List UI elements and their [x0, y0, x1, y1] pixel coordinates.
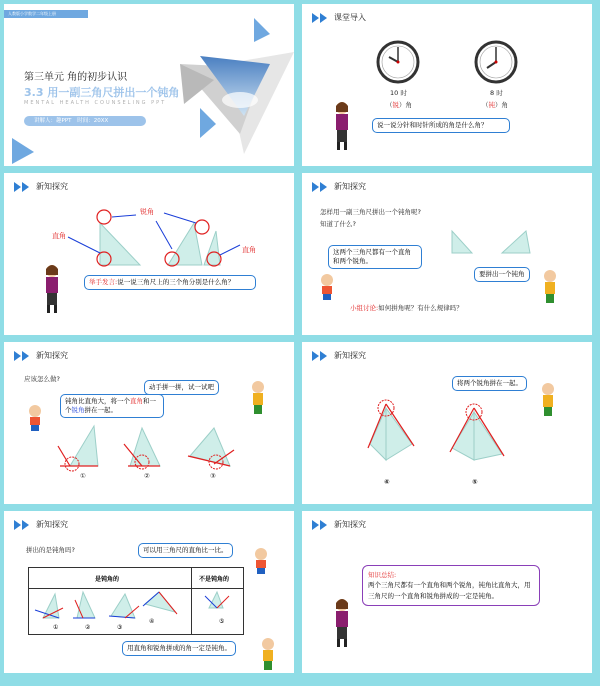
slide-title: 新知探究	[334, 182, 366, 191]
teacher-icon	[332, 597, 352, 649]
arrows-icon	[14, 520, 30, 530]
summary-text: 两个三角尺都有一个直角和两个锐角，钝角比直角大，用三角尺的一个直角和锐角拼成的一定是钝角。	[368, 581, 531, 600]
slide-title: 课堂导入	[334, 13, 366, 22]
hint-c: 和一个	[65, 397, 156, 414]
table-header-no: 不是钝角的	[199, 576, 230, 583]
slide-intro[interactable]	[302, 4, 592, 166]
question-2: 知道了什么?	[320, 220, 356, 228]
discuss-text: 如何拼角呢？有什么规律吗？	[378, 304, 463, 312]
slide-explore-4[interactable]	[302, 342, 592, 504]
slide-header	[14, 519, 68, 530]
cover-graphic	[4, 4, 294, 166]
clock1-time: 10 时	[390, 89, 407, 97]
bubble-compare: 可以用三角尺的直角比一比。	[138, 543, 233, 558]
arrows-icon	[312, 520, 328, 530]
slide-header	[312, 181, 366, 192]
top-tag-text: 人教版小学数学二年级上册	[8, 11, 56, 16]
time-value: 20XX	[93, 118, 109, 124]
clock-8-icon	[474, 40, 518, 84]
slide-explore-5[interactable]	[4, 511, 294, 673]
clock2-answer-row	[482, 100, 508, 109]
summary-title: 知识总结:	[368, 571, 397, 579]
paren-close: ）角	[399, 101, 412, 109]
lesson-title: 3.3 用一副三角尺拼出一个钝角	[24, 86, 180, 99]
clock2-time: 8 时	[490, 89, 503, 97]
arrows-icon	[14, 182, 30, 192]
boy-icon	[26, 404, 44, 432]
prompt-text: 说一说三角尺上的三个角分别是什么角？	[117, 278, 235, 286]
slide-title: 新知探究	[334, 351, 366, 360]
num-2: ②	[85, 624, 91, 631]
arrows-icon	[312, 351, 328, 361]
num-4: ④	[149, 618, 155, 625]
slide-header	[312, 12, 366, 23]
table-header-yes: 是钝角的	[95, 576, 120, 583]
slide-explore-2[interactable]	[302, 173, 592, 335]
subtitle: MENTAL HEALTH COUNSELING PPT	[24, 100, 167, 106]
compare-table	[28, 567, 244, 635]
paren-close: ）角	[495, 101, 508, 109]
slide-cover[interactable]	[4, 4, 294, 166]
triangle-rulers-icon	[450, 229, 540, 255]
unit-title: 第三单元 角的初步认识	[24, 72, 128, 83]
boy-icon	[318, 273, 336, 301]
prompt-bubble: 说一说分针和时针所成的角是什么角？	[372, 118, 510, 133]
label-acute: 锐角	[140, 208, 154, 216]
clock1-answer-row	[386, 100, 412, 109]
girl-icon	[258, 637, 278, 671]
girl-icon	[540, 269, 560, 305]
num-5: ⑤	[219, 618, 225, 625]
boy-icon	[252, 547, 270, 575]
bubble-conclusion: 用直角和锐角拼成的角一定是钝角。	[122, 641, 236, 656]
bubble-goal: 要拼出一个钝角	[474, 267, 530, 282]
combined-angles-diagram	[54, 420, 254, 472]
num-4: ④	[384, 478, 390, 486]
prompt-bubble	[84, 275, 256, 290]
num-5: ⑤	[472, 478, 478, 486]
clock1-answer: 锐	[392, 101, 399, 109]
num-2: ②	[144, 472, 150, 480]
discuss-row	[350, 303, 463, 312]
table-angles-diagram	[29, 588, 243, 622]
slide-explore-1[interactable]	[4, 173, 294, 335]
two-acute-diagram	[364, 398, 514, 478]
discuss-red: 小组讨论:	[350, 304, 379, 312]
bubble-try: 动手拼一拼，试一试吧	[144, 380, 219, 395]
question: 拼出的是钝角吗?	[26, 546, 75, 554]
teacher-icon	[42, 263, 62, 315]
arrows-icon	[312, 182, 328, 192]
teacher-name: 趣PPT	[56, 118, 72, 124]
label-right-right: 直角	[242, 246, 256, 254]
slide-title: 新知探究	[36, 351, 68, 360]
girl-icon	[248, 380, 268, 416]
num-1: ①	[80, 472, 86, 480]
num-1: ①	[53, 624, 59, 631]
paren-open: （	[482, 101, 489, 109]
teacher-label: 讲解人：	[34, 118, 57, 124]
hint-a: 钝角比直角大，将一个	[65, 397, 130, 405]
slide-explore-3[interactable]	[4, 342, 294, 504]
slide-header	[14, 181, 68, 192]
paren-open: （	[386, 101, 393, 109]
question-1: 怎样用一副三角尺拼出一个钝角呢?	[320, 208, 421, 216]
slide-summary[interactable]	[302, 511, 592, 673]
hint-right: 直角	[130, 397, 143, 405]
bubble-rulers: 这两个三角尺都有一个直角和两个锐角。	[328, 245, 422, 269]
hint-e: 拼在一起。	[84, 405, 117, 414]
triangle-rulers-diagram	[44, 201, 264, 271]
clock-10-icon	[376, 40, 420, 84]
summary-box	[362, 565, 540, 606]
time-label: 时间：	[77, 118, 94, 124]
arrows-icon	[312, 13, 328, 23]
clock2-answer: 钝	[488, 101, 495, 109]
slide-title: 新知探究	[36, 520, 68, 529]
slide-header	[14, 350, 68, 361]
slide-header	[312, 519, 366, 530]
slide-title: 新知探究	[334, 520, 366, 529]
arrows-icon	[14, 351, 30, 361]
prompt-red: 举手发言:	[89, 278, 118, 286]
bubble-hint	[60, 394, 164, 418]
slide-title: 新知探究	[36, 182, 68, 191]
girl-icon	[538, 382, 558, 418]
num-3: ③	[210, 472, 216, 480]
teacher-icon	[332, 100, 352, 152]
label-right-left: 直角	[52, 232, 66, 240]
hint-acute: 锐角	[71, 405, 85, 414]
bubble-two-acute: 将两个锐角拼在一起。	[452, 376, 527, 391]
num-3: ③	[117, 624, 123, 631]
slide-header	[312, 350, 366, 361]
question: 应该怎么做?	[24, 375, 60, 383]
